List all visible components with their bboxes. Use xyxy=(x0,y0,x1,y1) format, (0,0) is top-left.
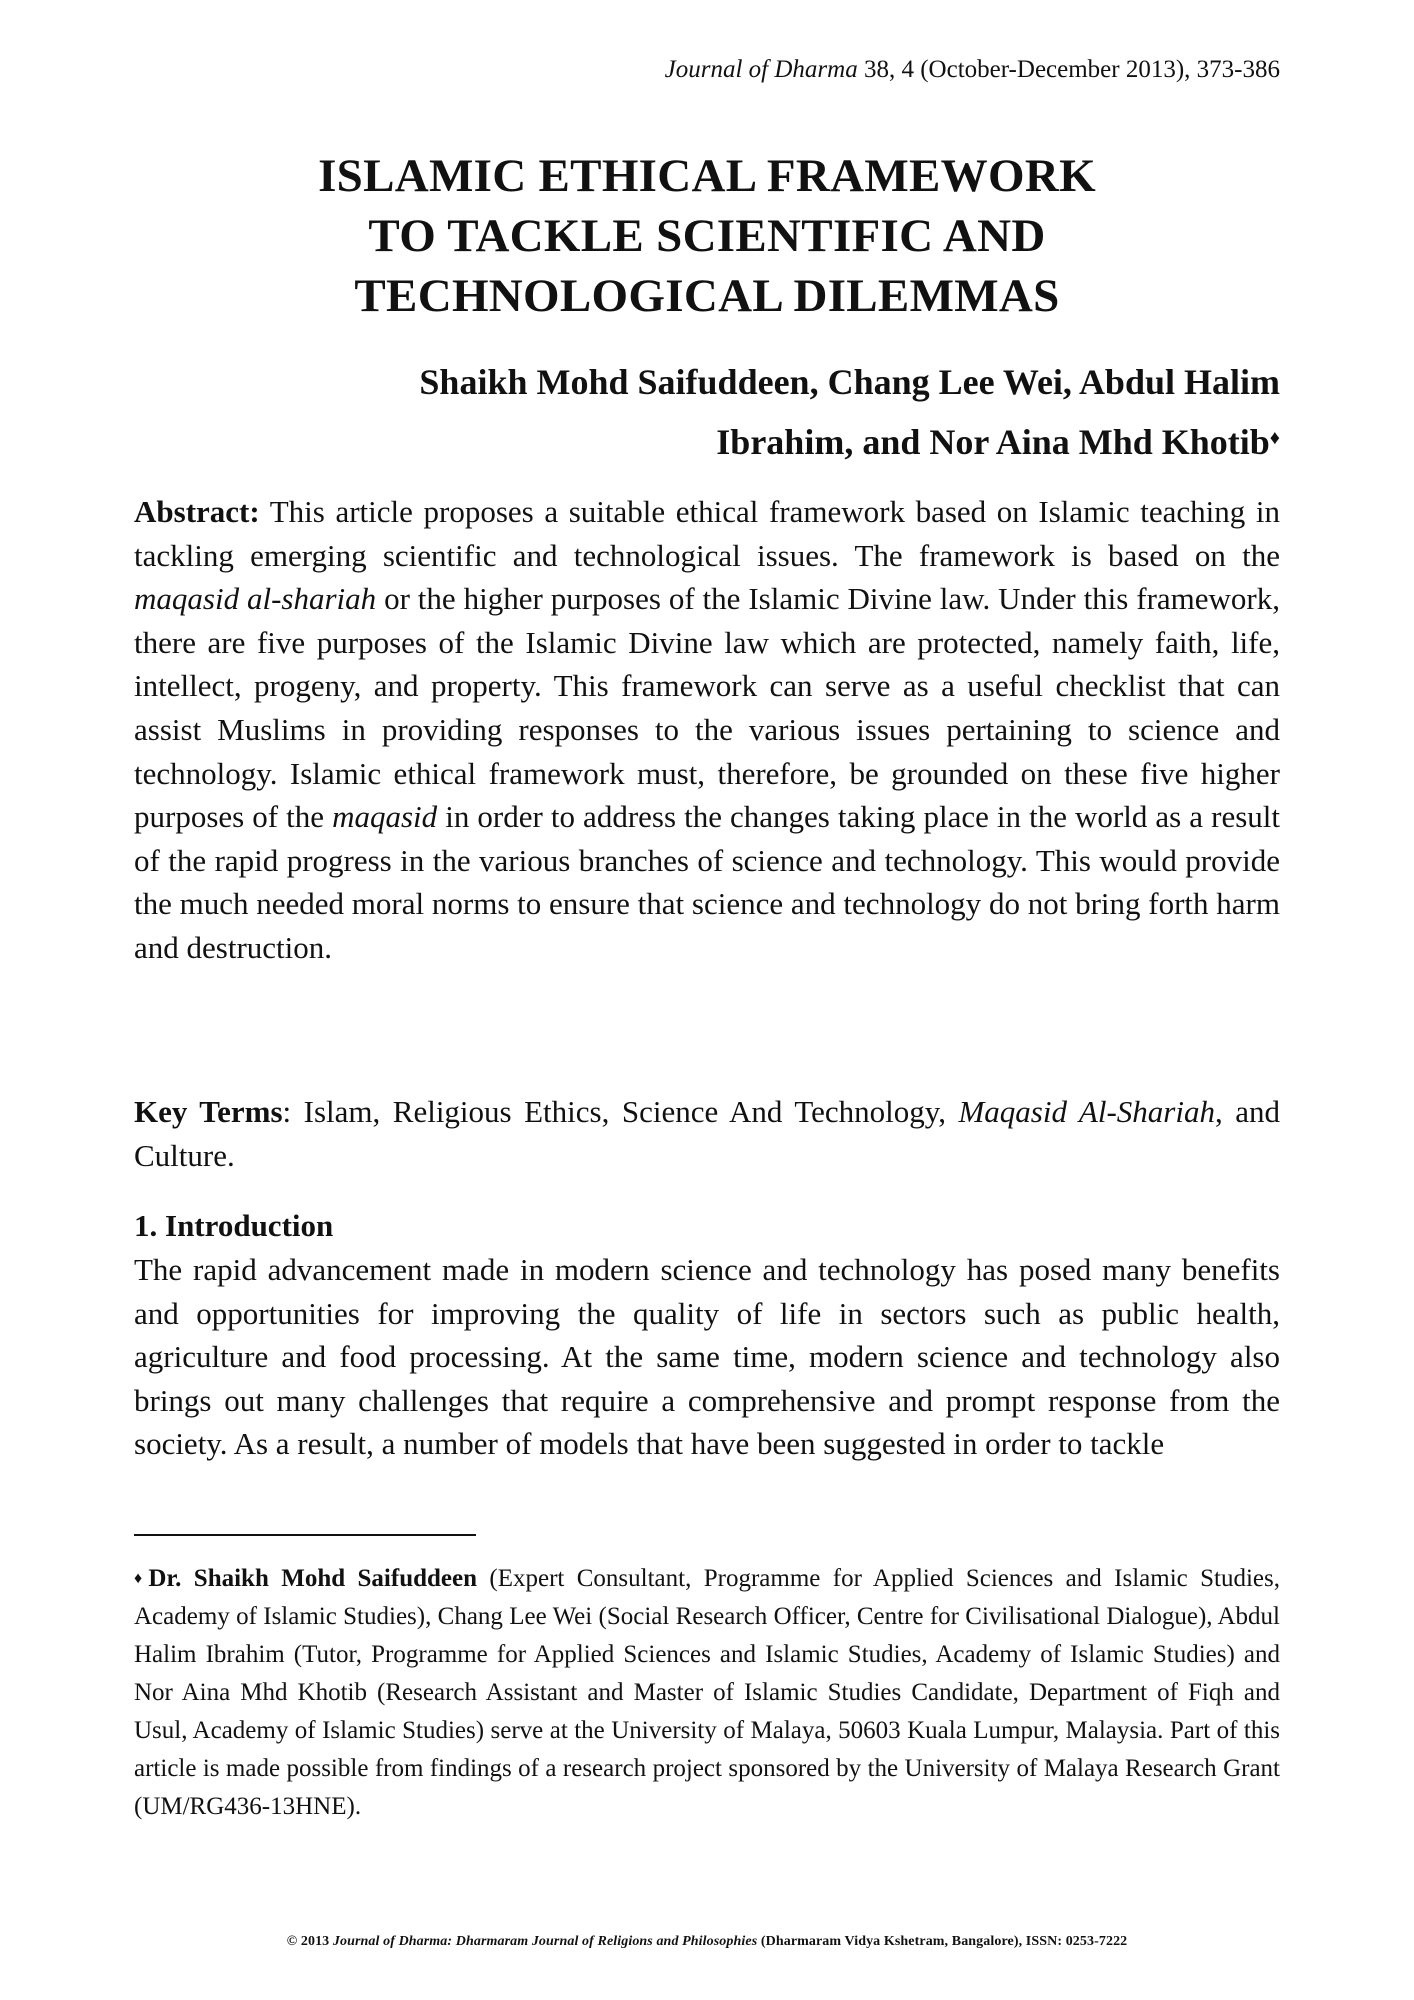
italic-term: maqasid xyxy=(332,799,438,835)
copyright-journal: Journal of Dharma: Dharmaram Journal of Religions and Philosophies xyxy=(332,1934,758,1949)
section-heading: 1. Introduction xyxy=(134,1208,334,1243)
footnote: ♦Dr. Shaikh Mohd Saifuddeen (Expert Consultant, Programme for Applied Sciences and Islamic Studies, Academy of Islamic Studies), Chang Lee Wei (Social Research Officer, Centre for Civilisational Dialogue), Abdul Halim Ibrahim (Tutor, Programme for Applied Sciences and Islamic Studies, Academy of Islamic Studies) and Nor Aina Mhd Khotib (Research Assistant and Master of Islamic Studies Candidate, Department of Fiqh and Usul, Academy of Islamic Studies) serve at the University of Malaya, 50603 Kuala Lumpur, Malaysia. Part of this article is made possible from findings of a research project sponsored by the University of Malaya Research Grant (UM/RG436-13HNE). xyxy=(134,1565,1280,1820)
title-line: TECHNOLOGICAL DILEMMAS xyxy=(354,270,1060,322)
key-terms-label: Key Terms xyxy=(134,1094,283,1129)
key-terms: Key Terms: Islam, Religious Ethics, Science And Technology, Maqasid Al-Shariah, and Culture. xyxy=(134,1094,1280,1173)
running-head xyxy=(665,56,1280,84)
abstract: Abstract: This article proposes a suitable ethical framework based on Islamic teaching in tackling emerging scientific and technological issues. The framework is based on the maqasid al-shariah or the higher purposes of the Islamic Divine law. Under this framework, there are five purposes of the Islamic Divine law which are protected, namely faith, life, intellect, progeny, and property. This framework can serve as a useful checklist that can assist Muslims in providing responses to the various issues pertaining to science and technology. Islamic ethical framework must, therefore, be grounded on these five higher purposes of the maqasid in order to address the changes taking place in the world as a result of the rapid progress in the various branches of science and technology. This would provide the much needed moral norms to ensure that science and technology do not bring forth harm and destruction. xyxy=(134,494,1281,965)
abstract-label: Abstract: xyxy=(134,494,260,529)
footnote-marker: ♦ xyxy=(134,1570,149,1587)
italic-term: Maqasid Al-Shariah xyxy=(958,1094,1215,1129)
footnote-author-name: Dr. Shaikh Mohd Saifuddeen xyxy=(148,1565,478,1592)
title-line: ISLAMIC ETHICAL FRAMEWORK xyxy=(318,150,1096,202)
footnote-marker[interactable]: ♦ xyxy=(1269,427,1280,449)
title-line: TO TACKLE SCIENTIFIC AND xyxy=(368,210,1046,262)
author-line: Shaikh Mohd Saifuddeen, Chang Lee Wei, Abdul Halim xyxy=(419,362,1280,402)
journal-name: Journal of Dharma xyxy=(664,56,858,83)
article-title xyxy=(0,146,1414,326)
copyright-line: © 2013 Journal of Dharma: Dharmaram Journal of Religions and Philosophies (Dharmaram Vidya Kshetram, Bangalore), ISSN: 0253-7222 xyxy=(286,1934,1128,1949)
author-list xyxy=(134,352,1280,472)
author-line: Ibrahim, and Nor Aina Mhd Khotib♦ xyxy=(716,422,1280,462)
introduction-text: The rapid advancement made in modern science and technology has posed many benefits and opportunities for improving the quality of life in sectors such as public health, agriculture and food processing. At the same time, modern science and technology also brings out many challenges that require a comprehensive and prompt response from the society. As a result, a number of models that have been suggested in order to tackle xyxy=(134,1252,1280,1462)
footnote-divider xyxy=(134,1534,476,1536)
issue-details: 38, 4 (October-December 2013), 373-386 xyxy=(863,56,1280,83)
italic-term: maqasid al-shariah xyxy=(134,581,377,617)
